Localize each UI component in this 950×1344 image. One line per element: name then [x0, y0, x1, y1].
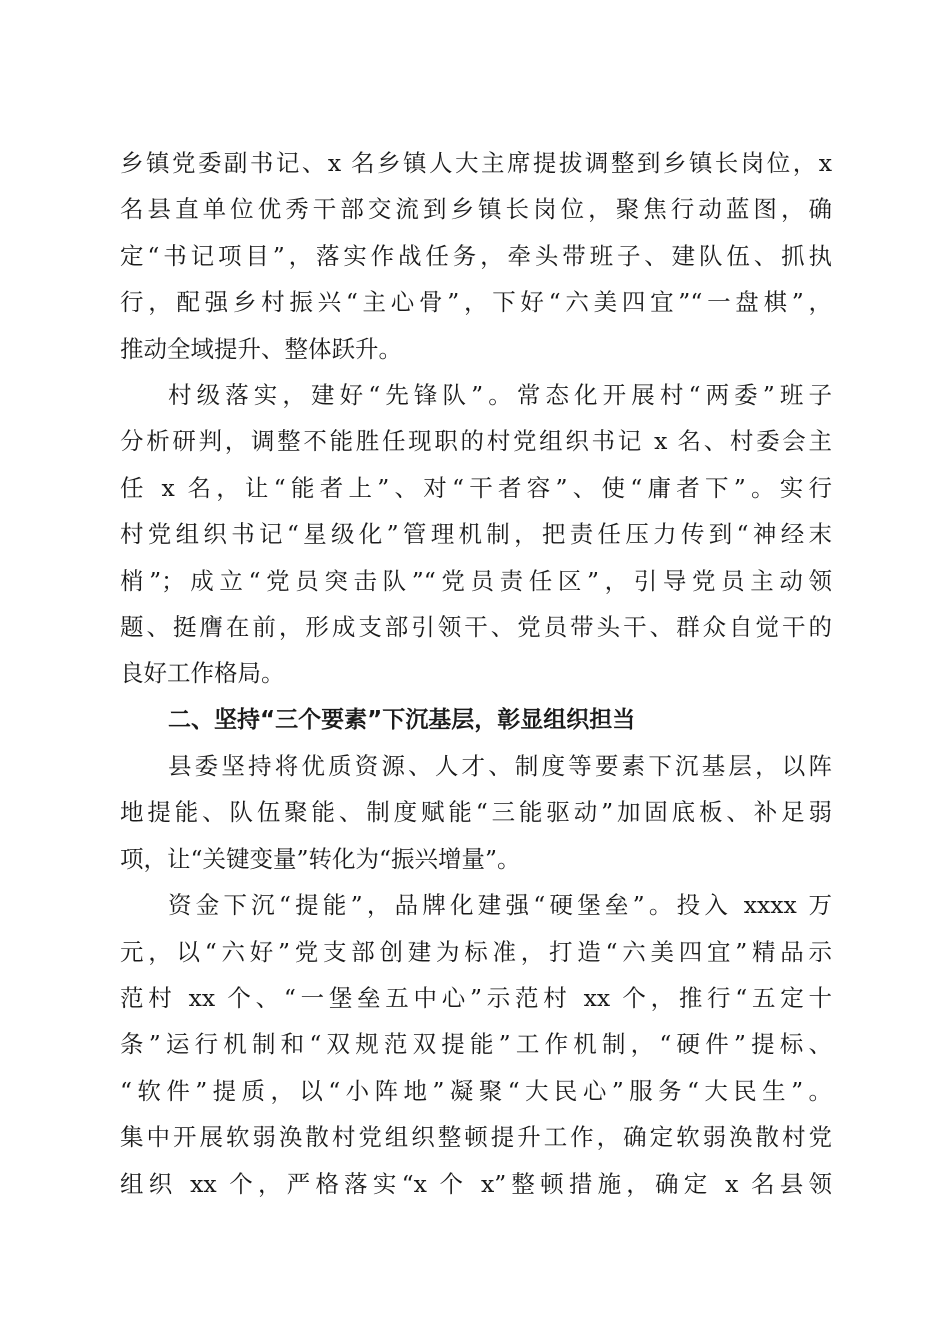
- text-line: 良好工作格局。: [120, 659, 285, 688]
- text-line: 任 x 名，让“能者上”、对“干者容”、使“庸者下”。实行: [120, 473, 832, 502]
- text-line: 县委坚持将优质资源、人才、制度等要素下沉基层，以阵: [168, 752, 832, 781]
- section-heading: 二、坚持“三个要素”下沉基层，彰显组织担当: [168, 706, 636, 733]
- text-line: 定“书记项目”，落实作战任务，牵头带班子、建队伍、抓执: [120, 241, 832, 270]
- text-line: 村党组织书记“星级化”管理机制，把责任压力传到“神经末: [120, 520, 832, 549]
- text-line: 组织 xx 个，严格落实“x 个 x”整顿措施，确定 x 名县领: [120, 1169, 832, 1198]
- text-line: 地提能、队伍聚能、制度赋能“三能驱动”加固底板、补足弱: [120, 798, 832, 827]
- document-body: [120, 140, 832, 1207]
- text-line: “软件”提质，以“小阵地”凝聚“大民心”服务“大民生”。: [120, 1076, 832, 1105]
- text-line: 推动全域提升、整体跃升。: [120, 334, 402, 363]
- text-line: 条”运行机制和“双规范双提能”工作机制，“硬件”提标、: [120, 1030, 832, 1059]
- text-line: 范村 xx 个、“一堡垒五中心”示范村 xx 个，推行“五定十: [120, 984, 832, 1013]
- text-line: 项，让“关键变量”转化为“振兴增量”。: [120, 844, 521, 873]
- paragraph-village-implementation: [120, 372, 832, 697]
- text-line: 村级落实，建好“先锋队”。常态化开展村“两委”班子: [168, 380, 832, 409]
- text-line: 元，以“六好”党支部创建为标准，打造“六美四宜”精品示: [120, 937, 832, 966]
- text-line: 资金下沉“提能”，品牌化建强“硬堡垒”。投入 xxxx 万: [168, 891, 832, 920]
- paragraph-county-resources: [120, 743, 832, 882]
- text-line: 名县直单位优秀干部交流到乡镇长岗位，聚焦行动蓝图，确: [120, 195, 832, 224]
- text-line: 题、挺膺在前，形成支部引领干、党员带头干、群众自觉干的: [120, 612, 832, 641]
- paragraph-township-leaders: [120, 140, 832, 372]
- paragraph-funding: [120, 882, 832, 1207]
- text-line: 乡镇党委副书记、x 名乡镇人大主席提拔调整到乡镇长岗位，x: [120, 149, 832, 177]
- text-line: 行，配强乡村振兴“主心骨”，下好“六美四宜”“一盘棋”，: [120, 288, 832, 317]
- text-line: 梢”；成立“党员突击队”“党员责任区”，引导党员主动领: [120, 566, 832, 595]
- text-line: 集中开展软弱涣散村党组织整顿提升工作，确定软弱涣散村党: [120, 1123, 832, 1152]
- text-line: 分析研判，调整不能胜任现职的村党组织书记 x 名、村委会主: [120, 427, 832, 456]
